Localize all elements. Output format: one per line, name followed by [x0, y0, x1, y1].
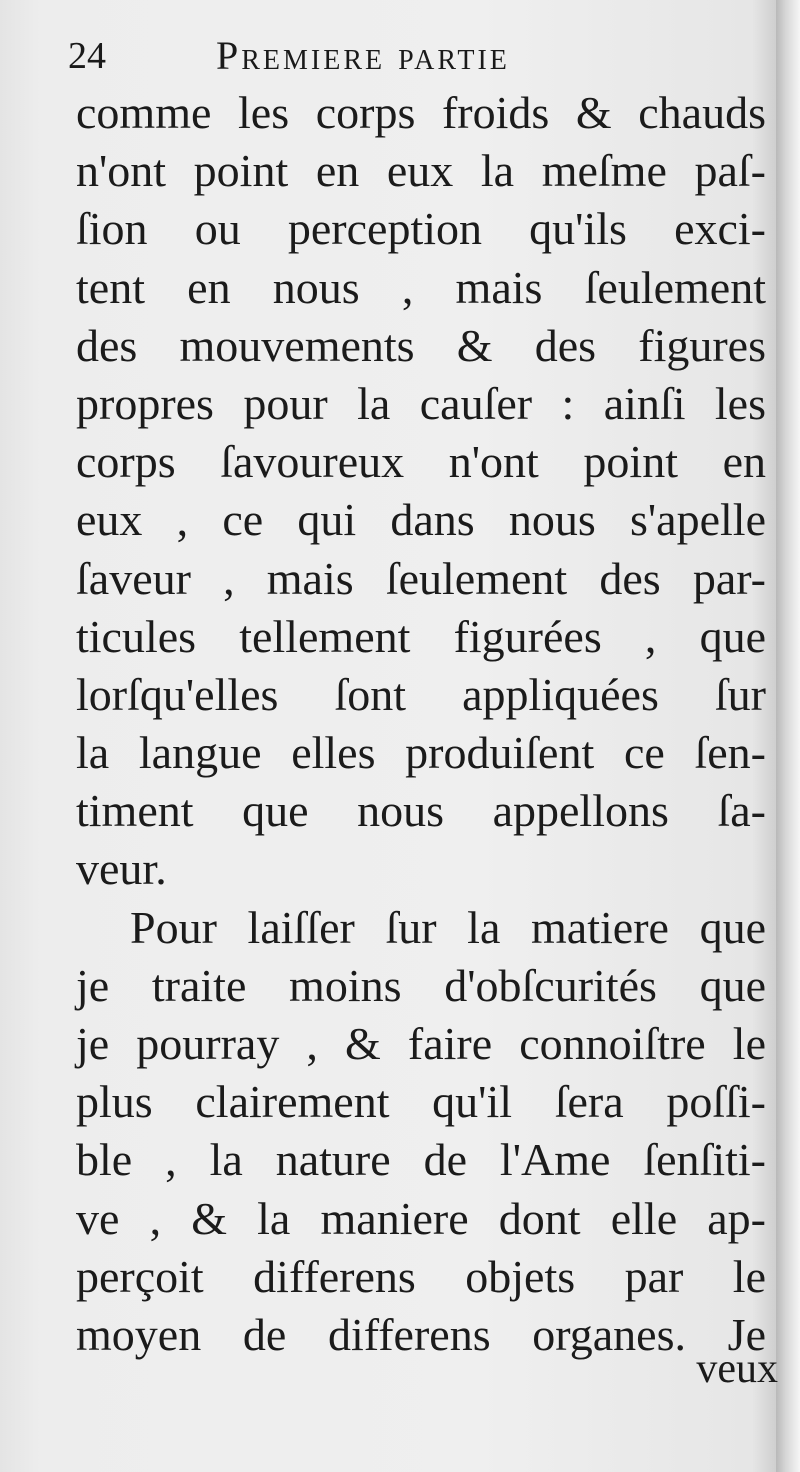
text-line: ble , la nature de l'Ame ſenſiti- [76, 1134, 766, 1186]
text-line: je traite moins d'obſcurités que [76, 959, 766, 1011]
text-line: corps ſavoureux n'ont point en [76, 436, 766, 488]
paragraph-1 [76, 84, 766, 899]
text-line: propres pour la cauſer : ainſi les [76, 377, 766, 429]
text-line: Pour laiſſer ſur la matiere que [130, 901, 766, 953]
text-line: n'ont point en eux la meſme paſ- [76, 145, 766, 197]
page-header [66, 30, 766, 92]
text-line: eux , ce qui dans nous s'apelle [76, 494, 766, 546]
text-line: des mouvements & des figures [76, 319, 766, 371]
page-gutter-shadow [776, 0, 800, 1472]
text-line: comme les corps froids & chauds [76, 87, 766, 138]
text-line: ſaveur , mais ſeulement des par- [76, 552, 766, 604]
text-line: la langue elles produiſent ce ſen- [76, 727, 766, 779]
text-line: plus clairement qu'il ſera poſſi- [76, 1076, 766, 1128]
catchword: veux [696, 1346, 778, 1392]
running-head: Premiere partie [216, 33, 510, 78]
text-line: moyen de differens organes. Je [76, 1308, 766, 1360]
paragraph-2 [76, 899, 766, 1365]
text-line: perçoit differens objets par le [76, 1250, 766, 1302]
page-number: 24 [68, 35, 106, 77]
text-line: ticules tellement figurées , que [76, 610, 766, 662]
text-line: timent que nous appellons ſa- [76, 785, 766, 837]
text-line: tent en nous , mais ſeulement [76, 261, 766, 313]
text-line: ve , & la maniere dont elle ap- [76, 1192, 766, 1244]
text-line: je pourray , & faire connoiſtre le [76, 1018, 766, 1069]
text-line: lorſqu'elles ſont appliquées ſur [76, 668, 766, 720]
body-text [76, 84, 766, 1364]
text-line: veur. [76, 843, 167, 895]
text-line: ſion ou perception qu'ils exci- [76, 203, 766, 255]
